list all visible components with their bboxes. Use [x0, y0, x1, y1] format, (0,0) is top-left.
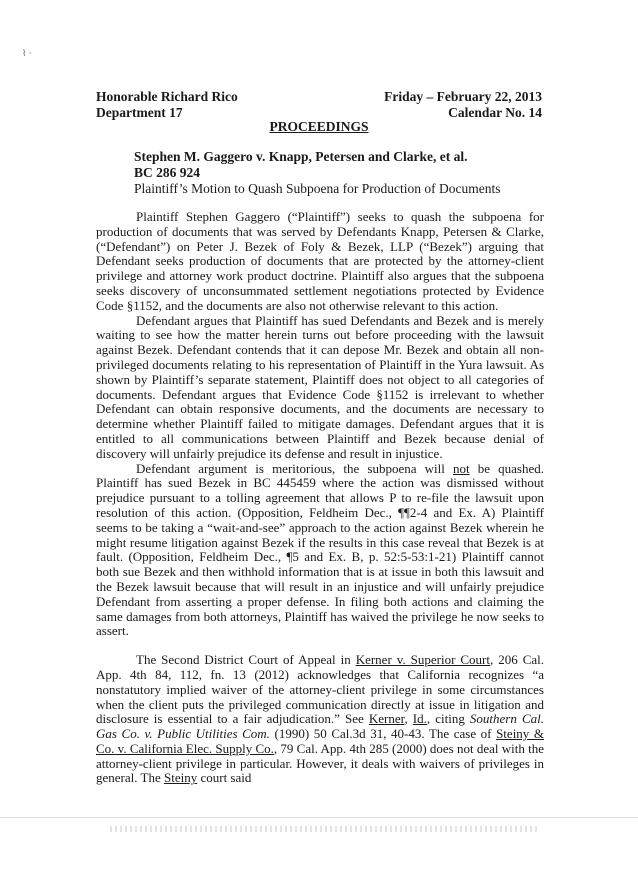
p4-text-4: , citing: [426, 711, 470, 727]
p4-text-3: ,: [404, 711, 413, 727]
case-cite-kerner-short: Kerner: [368, 711, 405, 727]
p4-text-6: , 79 Cal. App. 4th 285 (2000) does not deal with the attorney-client privilege in particular. However, it deals with waivers of privileges in general. The: [96, 740, 544, 786]
case-cite-socal-gas: Southern Cal. Gas Co. v. Public Utilities Com.: [96, 711, 544, 742]
paragraph-4: [96, 653, 544, 786]
p4-text-2: , 206 Cal. App. 4th 84, 112, fn. 13 (2012) acknowledges that California recognizes “a nonstatutory implied waiver of the attorney-client privilege in some circumstances when the client puts the privileged communication directly at issue in litigation and disclosure is essential to a fair adjudication.” See: [96, 652, 545, 727]
header-left: [96, 89, 238, 121]
motion-title: Plaintiff’s Motion to Quash Subpoena for Production of Documents: [134, 181, 501, 196]
department: Department 17: [96, 105, 183, 120]
case-name: Stephen M. Gaggero v. Knapp, Petersen and Clarke, et al.: [134, 149, 468, 164]
scan-noise: [110, 826, 540, 832]
calendar-number: Calendar No. 14: [448, 105, 542, 120]
paragraph-3: [96, 462, 544, 640]
paragraph-2: Defendant argues that Plaintiff has sued Defendants and Bezek and is merely waiting to see how the matter herein turns out before proceeding with the lawsuit against Bezek. Defendant contends that it can depose Mr. Bezek and obtain all non-privileged documents relating to his representation of Plaintiff in the Yura lawsuit. As shown by Plaintiff’s separate statement, Plaintiff does not object to all categories of documents. Defendant argues that Evidence Code §1152 is irrelevant to whether Defendant can obtain responsive documents, and the documents are necessary to determine whether Plaintiff failed to mitigate damages. Defendant argues that it is entitled to all communications between Plaintiff and Bezek because denial of discovery will unfairly prejudice its defense and result in injustice.: [96, 312, 544, 461]
paragraph-1: Plaintiff Stephen Gaggero (“Plaintiff”) seeks to quash the subpoena for production of documents that was served by Defendants Knapp, Petersen & Clarke, (“Defendant”) on Peter J. Bezek of Foly & Bezek, LLP (“Bezek”) arguing that Defendant seeks production of documents that are protected by the attorney-client privilege and attorney work product doctrine. Plaintiff also argues that the subpoena seeks discovery of unconsummated settlement negotiations protected by Evidence Code §1152, and the documents are also not otherwise relevant to this action.: [96, 209, 544, 313]
page-title: PROCEEDINGS: [269, 119, 369, 134]
case-caption: [134, 149, 564, 197]
judge-name: Honorable Richard Rico: [96, 89, 238, 104]
case-number: BC 286 924: [134, 165, 201, 180]
scan-line: [0, 817, 638, 818]
p4-text-7: court said: [197, 770, 252, 786]
case-cite-steiny: Steiny & Co. v. California Elec. Supply Co.: [96, 726, 544, 756]
scan-artifact: ⌇ ·: [22, 48, 32, 58]
emphasis-not: not: [452, 460, 470, 476]
p4-text-5: (1990) 50 Cal.3d 31, 40-43. The case of: [269, 726, 497, 742]
hearing-date: Friday – February 22, 2013: [384, 89, 542, 104]
header-right: [384, 89, 542, 121]
cite-id: Id.: [412, 711, 427, 727]
case-cite-steiny-short: Steiny: [163, 770, 198, 786]
paragraph-3-text-b: be quashed. Plaintiff has sued Bezek in BC 445459 where the action was dismissed without prejudice pursuant to a tolling agreement that allows P to re-file the lawsuit upon resolution of this action. (Opposition, Feldheim Dec., ¶¶2-4 and Ex. A) Plaintiff seems to be taking a “wait-and-see” approach to the action against Bezek wherein he might resume litigation against Bezek if the results in this case reveal that Bezek is at fault. (Opposition, Feldheim Dec., ¶5 and Ex. B, p. 52:5-53:1-21) Plaintiff cannot both sue Bezek and then withhold information that is at issue in both this lawsuit and the Bezek lawsuit because that will result in an injustice and will unfairly prejudice Defendant from asserting a proper defense. In filing both actions and claiming the same damages from both attorneys, Plaintiff has waived the privilege he now seeks to assert.: [96, 460, 544, 639]
p4-text-1: The Second District Court of Appeal in: [136, 652, 356, 668]
paragraph-3-text-a: Defendant argument is meritorious, the subpoena will: [136, 460, 453, 476]
case-cite-kerner: Kerner v. Superior Court: [355, 652, 490, 668]
ruling-body: [96, 210, 544, 786]
